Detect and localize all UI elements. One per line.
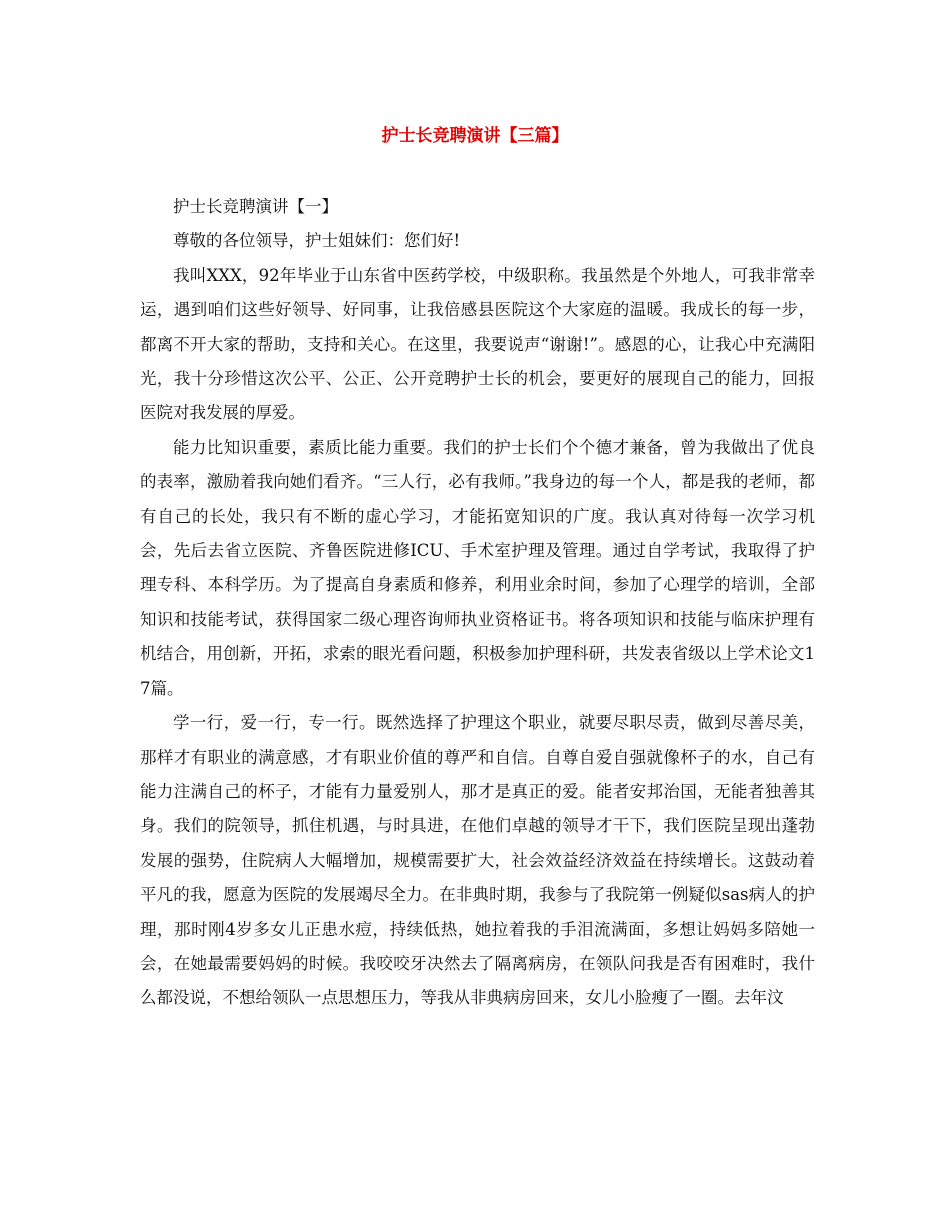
document-body (140, 190, 815, 1016)
body-paragraph: 能力比知识重要，素质比能力重要。我们的护士长们个个德才兼备，曾为我做出了优良的表率，激励着我向她们看齐。“三人行，必有我师。”我身边的每一个人，都是我的老师，都有自己的长处，我只有不断的虚心学习，才能拓宽知识的广度。我认真对待每一次学习机会，先后去省立医院、齐鲁医院进修ICU、手术室护理及管理。通过自学考试，我取得了护理专科、本科学历。为了提高自身素质和修养，利用业余时间，参加了心理学的培训，全部知识和技能考试，获得国家二级心理咨询师执业资格证书。将各项知识和技能与临床护理有机结合，用创新，开拓，求索的眼光看问题，积极参加护理科研，共发表省级以上学术论文17篇。 (140, 437, 815, 698)
body-paragraph: 学一行，爱一行，专一行。既然选择了护理这个职业，就要尽职尽责，做到尽善尽美，那样才有职业的满意感，才有职业价值的尊严和自信。自尊自爱自强就像杯子的水，自己有能力注满自己的杯子，才能有力量爱别人，那才是真正的爱。能者安邦治国，无能者独善其身。我们的院领导，抓住机遇，与时具进，在他们卓越的领导才干下，我们医院呈现出蓬勃发展的强势，住院病人大幅增加，规模需要扩大，社会效益经济效益在持续增长。这鼓动着平凡的我，愿意为医院的发展竭尽全力。在非典时期，我参与了我院第一例疑似sas病人的护理，那时刚4岁多女儿正患水痘，持续低热，她拉着我的手泪流满面，多想让妈妈多陪她一会，在她最需要妈妈的时候。我咬咬牙决然去了隔离病房，在领队问我是否有困难时，我什么都没说，不想给领队一点思想压力，等我从非典病房回来，女儿小脸瘦了一圈。去年汶 (140, 713, 815, 1008)
section-heading: 护士长竞聘演讲【一】 (173, 197, 338, 216)
body-paragraph: 我叫XXX，92年毕业于山东省中医药学校，中级职称。我虽然是个外地人，可我非常幸运，遇到咱们这些好领导、好同事，让我倍感县医院这个大家庭的温暖。我成长的每一步，都离不开大家的帮助，支持和关心。在这里，我要说声“谢谢!”。感恩的心，让我心中充满阳光，我十分珍惜这次公平、公正、公开竞聘护士长的机会，要更好的展现自己的能力，回报医院对我发展的厚爱。 (140, 265, 815, 423)
document-title: 护士长竞聘演讲【三篇】 (381, 126, 569, 146)
greeting: 尊敬的各位领导，护士姐妹们：您们好! (173, 231, 461, 251)
